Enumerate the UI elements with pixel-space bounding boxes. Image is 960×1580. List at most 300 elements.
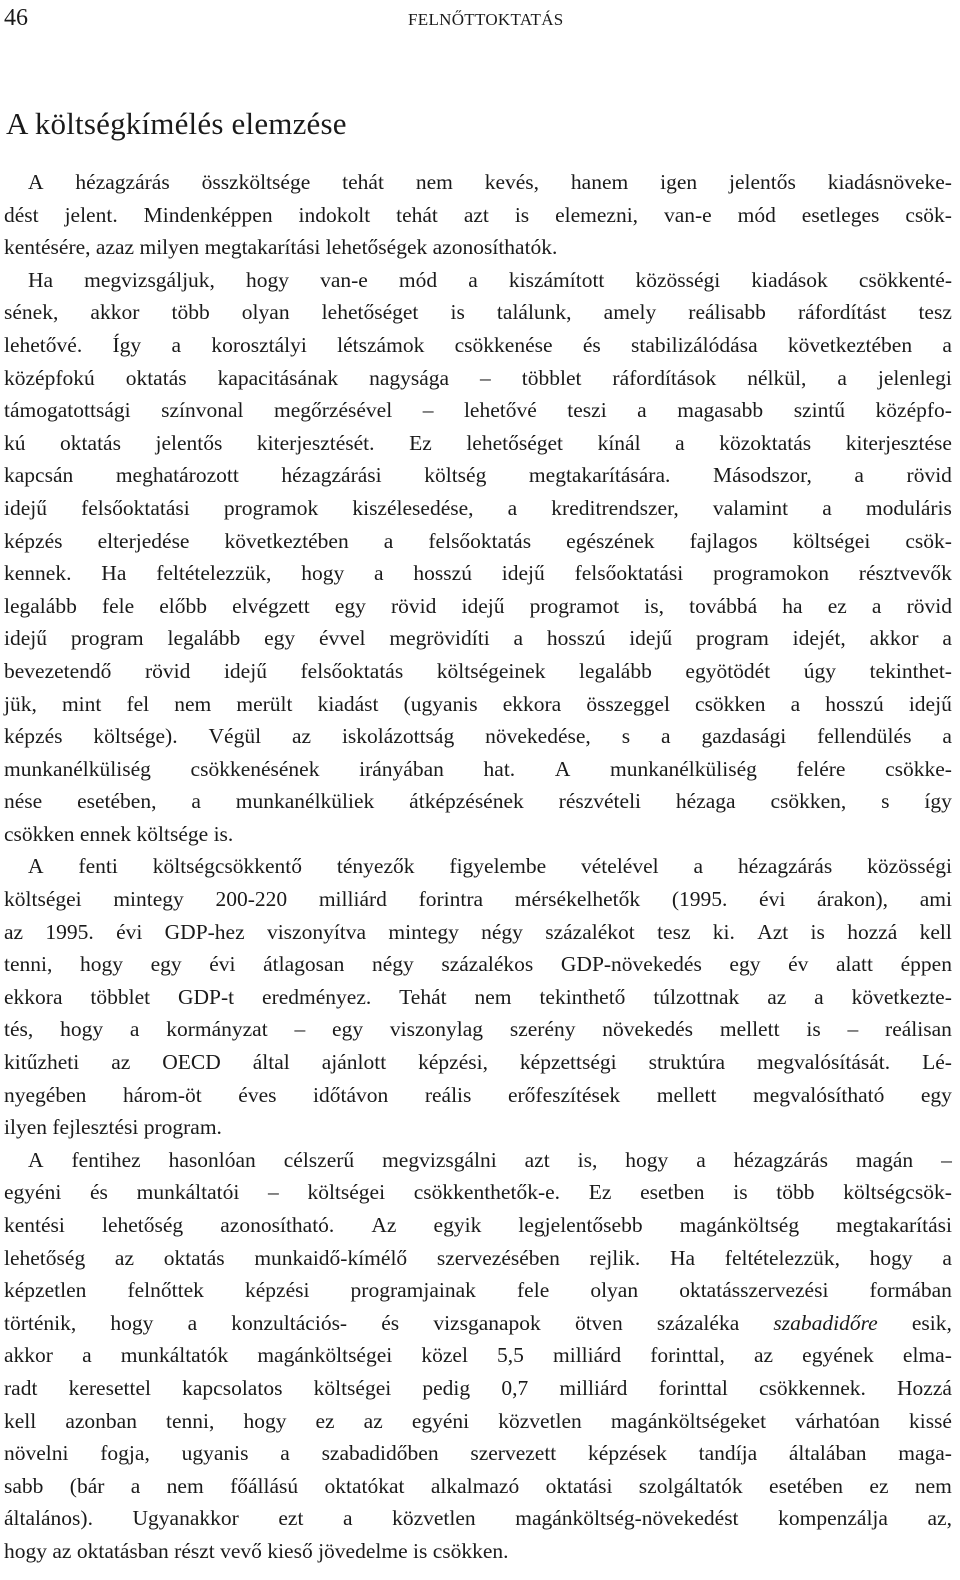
word: oktatási: [545, 1473, 613, 1498]
word: egy: [729, 952, 761, 977]
word: –: [480, 365, 491, 390]
text-line: [4, 427, 952, 460]
word: teszi: [567, 398, 607, 423]
word: tandíja: [698, 1441, 758, 1466]
word: a: [693, 854, 704, 879]
word: kapcsolatos: [182, 1375, 283, 1400]
word: tesz: [657, 919, 691, 944]
word: idejű: [4, 626, 47, 651]
word: a: [507, 495, 518, 520]
word: megtakarítására.: [528, 463, 671, 488]
word: az,: [927, 1506, 952, 1531]
word: idejű: [4, 495, 47, 520]
word: fele: [101, 593, 135, 618]
word: átlagosan: [263, 952, 345, 977]
word: nem: [174, 691, 212, 716]
word: is: [810, 919, 825, 944]
word: ki.: [712, 919, 735, 944]
word: hogy: [243, 1408, 287, 1433]
word: a: [837, 365, 847, 390]
word: hogy: [60, 1017, 104, 1042]
word: munkaidő-kímélő: [254, 1245, 408, 1270]
word: képzetlen: [4, 1278, 87, 1303]
word: összköltsége: [201, 170, 311, 194]
word: az: [114, 1245, 134, 1270]
word: mérsékelhetők: [514, 887, 641, 912]
word: program: [70, 626, 144, 651]
word: következtében: [224, 528, 349, 553]
text-line: [4, 492, 952, 525]
word: vételével: [581, 854, 659, 879]
word: év: [788, 952, 809, 977]
word: csökken: [4, 821, 75, 846]
word: költségcsök-: [843, 1180, 952, 1205]
word: megtakarítási: [836, 1213, 952, 1237]
word: csökkenthetők-e.: [413, 1180, 561, 1205]
word: továbbá: [689, 593, 758, 618]
word: kissé: [908, 1408, 952, 1433]
word: amely: [603, 300, 657, 325]
word: is: [514, 202, 530, 227]
word: mintegy: [388, 919, 459, 944]
text-line: [4, 459, 952, 492]
word: Lé-: [922, 1050, 952, 1075]
word: megvalósítását.: [756, 1050, 891, 1075]
word: ez: [869, 1473, 889, 1498]
word: éves: [238, 1082, 277, 1107]
word: a: [191, 789, 201, 814]
word: is: [806, 1017, 821, 1042]
text-line: [4, 916, 952, 949]
word: a: [187, 1310, 198, 1335]
word: ez: [315, 1408, 335, 1433]
word: megtakarítási: [204, 235, 321, 260]
text-line: [4, 753, 952, 786]
word: mintegy: [113, 887, 184, 912]
word: a: [171, 332, 182, 357]
word: pedig: [422, 1375, 471, 1400]
word: csökkenésének: [190, 756, 320, 781]
word: előbb: [159, 593, 208, 618]
word: egészének: [566, 528, 655, 553]
word: ugyanis: [181, 1441, 249, 1466]
word: (1995.: [671, 887, 728, 912]
word: képzettségi: [519, 1050, 617, 1075]
word: igen: [660, 170, 698, 194]
word: hogy: [869, 1245, 913, 1270]
word: hosszú: [825, 691, 884, 716]
word: éppen: [900, 952, 952, 977]
word: esetben: [640, 1180, 705, 1205]
word: a: [942, 1245, 952, 1270]
word: az: [363, 1408, 383, 1433]
word: akkor: [4, 1343, 53, 1368]
word: 1995.: [45, 919, 94, 944]
word: idejű: [461, 593, 505, 618]
word: felére: [796, 756, 846, 781]
word: kell: [4, 1408, 37, 1433]
word: kompenzálja: [778, 1506, 888, 1531]
word: kínál: [597, 430, 641, 455]
word: megrövidíti: [389, 626, 490, 651]
page-number: 46: [4, 5, 28, 31]
word: A: [28, 170, 44, 194]
word: nem: [166, 1473, 204, 1498]
word: kiterjesztését.: [256, 430, 375, 455]
text-line: [4, 1242, 952, 1275]
word: Tehát: [399, 984, 447, 1009]
word: tehát: [342, 170, 384, 194]
word: felsőoktatás: [428, 528, 532, 553]
word: merült: [236, 691, 293, 716]
word: a: [790, 691, 801, 716]
word: az: [4, 919, 24, 944]
word: képzés: [4, 528, 63, 553]
text-line: [4, 394, 952, 427]
word: fele: [517, 1278, 550, 1303]
word: fentihez: [71, 1147, 141, 1172]
word: rövid: [145, 658, 191, 683]
word: radt: [4, 1375, 38, 1400]
word: ráfordítások: [612, 365, 717, 390]
word: részvételi: [558, 789, 642, 814]
word: megvizsgálni: [382, 1147, 497, 1172]
word: struktúra: [648, 1050, 726, 1075]
word: kiszámított: [508, 267, 605, 292]
word: hézagzárás: [75, 170, 170, 194]
word: képzési: [244, 1278, 310, 1303]
word: ezt: [278, 1506, 304, 1531]
word: növelni: [4, 1441, 69, 1466]
word: úgy: [803, 658, 837, 683]
word: lehetővé.: [4, 332, 83, 357]
word: program: [696, 626, 769, 651]
word: kapacitásának: [217, 365, 339, 390]
word: van-e: [320, 267, 368, 292]
word: formában: [869, 1278, 952, 1303]
word: azt: [524, 1147, 550, 1172]
word: a: [814, 984, 824, 1009]
word: meghatározott: [115, 463, 239, 488]
word: nyegében: [4, 1082, 87, 1107]
word: által: [252, 1050, 290, 1075]
word: legalább: [4, 593, 77, 618]
word: hosszú: [546, 626, 606, 651]
word: milyen: [139, 235, 200, 260]
word: a: [82, 1343, 92, 1368]
word: GDP-t: [178, 984, 235, 1009]
word: az: [753, 1343, 774, 1368]
text-line: [4, 981, 952, 1014]
text-line: [4, 199, 952, 232]
section-heading: A költségkímélés elemzése: [6, 106, 347, 141]
word: hat.: [483, 756, 516, 781]
word: költségei: [307, 1180, 386, 1205]
word: kentési: [4, 1213, 65, 1237]
word: oktatásban: [76, 1538, 169, 1563]
word: oktatás: [60, 430, 121, 455]
word: egy: [150, 952, 182, 977]
word: költsége).: [93, 724, 178, 749]
word: a: [871, 593, 882, 618]
word: csökken,: [770, 789, 847, 814]
text-line: [4, 850, 952, 883]
word: szolgáltatók: [638, 1473, 743, 1498]
word: reálisan: [885, 1017, 952, 1042]
word: elvégzett: [232, 593, 310, 618]
word: várhatóan: [795, 1408, 880, 1433]
word: egyéni: [4, 1180, 62, 1205]
word: Ha: [28, 267, 54, 292]
word: akkor: [90, 300, 140, 325]
word: többlet: [90, 984, 151, 1009]
text-line: [4, 622, 952, 655]
word: és: [381, 1310, 400, 1335]
word: százalékos: [441, 952, 534, 977]
word: időtávon: [313, 1082, 389, 1107]
word: közel: [421, 1343, 468, 1368]
word: s: [881, 789, 890, 814]
word: gazdasági: [701, 724, 787, 749]
word: összeggel: [586, 691, 670, 716]
word: és: [90, 1180, 108, 1205]
word: kapcsán: [4, 463, 74, 488]
word: iskolázottság: [341, 724, 455, 749]
word: százaléka: [656, 1310, 740, 1335]
word: találunk,: [496, 300, 572, 325]
word: képzés: [4, 724, 63, 749]
word: közösségi: [635, 267, 721, 292]
word: hogy: [625, 1147, 669, 1172]
word: a: [942, 724, 952, 749]
word: figyelembe: [449, 854, 547, 879]
text-line: [4, 1339, 952, 1372]
word: az: [291, 724, 312, 749]
word: oktatókat: [324, 1473, 405, 1498]
text-line: [4, 1209, 952, 1242]
word: csökke-: [885, 756, 952, 781]
word: rövid: [906, 463, 952, 488]
word: közoktatás: [719, 430, 812, 455]
word: hézagzárási: [281, 463, 382, 488]
word: egy: [332, 1017, 364, 1042]
word: többlet: [521, 365, 582, 390]
text-line: [4, 688, 952, 721]
word: százalékot: [545, 919, 635, 944]
word: –: [941, 1147, 952, 1172]
word: feltételezzük,: [724, 1245, 840, 1270]
word: azonosíthatók.: [432, 235, 558, 260]
word: is.: [213, 821, 234, 846]
word: vizsganapok: [433, 1310, 541, 1335]
text-line: [4, 296, 952, 329]
word: idejét,: [792, 626, 846, 651]
word: forinttal: [658, 1375, 728, 1400]
word: tenni,: [4, 952, 53, 977]
word: programokon: [713, 561, 829, 586]
word: kentésére,: [4, 235, 91, 260]
word: fel: [126, 691, 150, 716]
word: hézaga: [675, 789, 736, 814]
word: az: [52, 1538, 72, 1563]
word: a: [129, 1017, 140, 1042]
word: Ha: [670, 1245, 696, 1270]
text-line: [4, 720, 952, 753]
text-line: [4, 1405, 952, 1438]
word: középfo-: [875, 398, 952, 423]
text-line: [4, 1502, 952, 1535]
word: szervezésében: [436, 1245, 560, 1270]
word: a: [342, 1506, 353, 1531]
word: (bár: [69, 1473, 105, 1498]
word: közvetlen: [392, 1506, 476, 1531]
word: résztvevők: [858, 561, 952, 586]
word: munkáltatói: [136, 1180, 240, 1205]
word: képzési,: [418, 1050, 488, 1075]
text-line: [4, 785, 952, 818]
word: szintű: [793, 398, 846, 423]
word: legalább: [579, 658, 652, 683]
word: azaz: [95, 235, 135, 260]
word: is,: [644, 593, 665, 618]
word: A: [28, 854, 44, 879]
word: fenti: [78, 854, 118, 879]
word: hozzá: [847, 919, 898, 944]
word: csök-: [905, 528, 952, 553]
word: hogy: [79, 952, 123, 977]
word: hogy: [4, 1538, 47, 1563]
word: idejű: [223, 658, 267, 683]
word: az: [767, 984, 787, 1009]
word: hogy: [246, 267, 289, 292]
word: idejű: [908, 691, 952, 716]
word: fogja,: [100, 1441, 150, 1466]
word: magánköltségeket: [610, 1408, 767, 1433]
word: több: [776, 1180, 815, 1205]
word: részt: [174, 1538, 215, 1563]
word: viszonyítva: [266, 919, 367, 944]
word: nem: [415, 170, 453, 194]
word: azonban: [65, 1408, 137, 1433]
word: jelenlegi: [877, 365, 952, 390]
word: ha: [782, 593, 803, 618]
word: munkanélküliség: [4, 756, 151, 781]
word: megvalósítható: [752, 1082, 885, 1107]
word: átképzésének: [409, 789, 524, 814]
word: ötven: [574, 1310, 623, 1335]
word: is: [450, 300, 465, 325]
word: fejlesztési: [52, 1115, 139, 1140]
word: négy: [371, 952, 414, 977]
word: támogatottsági: [4, 398, 131, 423]
word: csök-: [905, 202, 952, 227]
word: milliárd: [553, 1343, 622, 1368]
word: ekkora: [4, 984, 63, 1009]
text-line: [4, 818, 952, 851]
word: tenni,: [166, 1408, 215, 1433]
word: a: [374, 561, 384, 586]
word: milliárd: [559, 1375, 628, 1400]
word: egyének: [802, 1343, 874, 1368]
word: Ha: [101, 561, 127, 586]
word: közösségi: [867, 854, 952, 879]
word: szervezett: [470, 1441, 557, 1466]
word: általában: [788, 1441, 867, 1466]
word: sének,: [4, 300, 59, 325]
word: program.: [143, 1115, 222, 1140]
word: magasabb: [677, 398, 764, 423]
word: a: [513, 626, 524, 651]
word: hézagzárás: [733, 1147, 828, 1172]
word: vevő: [220, 1538, 262, 1563]
word: moduláris: [865, 495, 952, 520]
word: nése: [4, 789, 43, 814]
word: s: [621, 724, 631, 749]
word: nélkül,: [747, 365, 807, 390]
word: munkanélküliek: [235, 789, 375, 814]
word: azonosítható.: [220, 1213, 335, 1237]
word: a: [675, 430, 685, 455]
word: hogy: [110, 1310, 154, 1335]
word: a: [280, 1441, 290, 1466]
word: kormányzat: [166, 1017, 268, 1042]
word: kieső: [267, 1538, 313, 1563]
word: –: [847, 1017, 859, 1042]
word: lehetőséget: [466, 430, 564, 455]
word: csökkenése: [454, 332, 553, 357]
word: költségei: [313, 1375, 392, 1400]
word: költsége: [136, 821, 209, 846]
word: oktatás: [163, 1245, 225, 1270]
word: keresettel: [68, 1375, 151, 1400]
word: szerény: [509, 1017, 576, 1042]
text-line: [4, 264, 952, 297]
word: erőfeszítések: [507, 1082, 621, 1107]
word: lehetőség: [4, 1245, 86, 1270]
word: mellett: [656, 1082, 717, 1107]
word: Másodszor,: [712, 463, 812, 488]
word: egyik: [433, 1213, 482, 1237]
text-line: [4, 1274, 952, 1307]
word: főállású: [230, 1473, 299, 1498]
word: idejű: [629, 626, 673, 651]
word: magánköltség: [679, 1213, 800, 1237]
text-line: [4, 166, 952, 199]
word: felsőoktatás: [300, 658, 404, 683]
word: évi: [759, 887, 786, 912]
word: magánköltségei: [257, 1343, 393, 1368]
word: viszonylag: [389, 1017, 484, 1042]
word: van-e: [663, 202, 712, 227]
word: következte-: [851, 984, 952, 1009]
word: ilyen: [4, 1115, 47, 1140]
word: rövid: [906, 593, 952, 618]
word: négy: [481, 919, 523, 944]
word: bevezetendő: [4, 658, 112, 683]
word: mód: [398, 267, 438, 292]
word: lehetőséget: [321, 300, 419, 325]
text-line: [4, 1144, 952, 1177]
word: és: [582, 332, 601, 357]
word: –: [294, 1017, 306, 1042]
word: létszámok: [337, 332, 425, 357]
word: is: [413, 1538, 428, 1563]
word: jelentős: [729, 170, 796, 194]
word: történik,: [4, 1310, 77, 1335]
text-line: [4, 1111, 952, 1144]
word: GDP-hez: [164, 919, 245, 944]
word: kiadást: [317, 691, 379, 716]
